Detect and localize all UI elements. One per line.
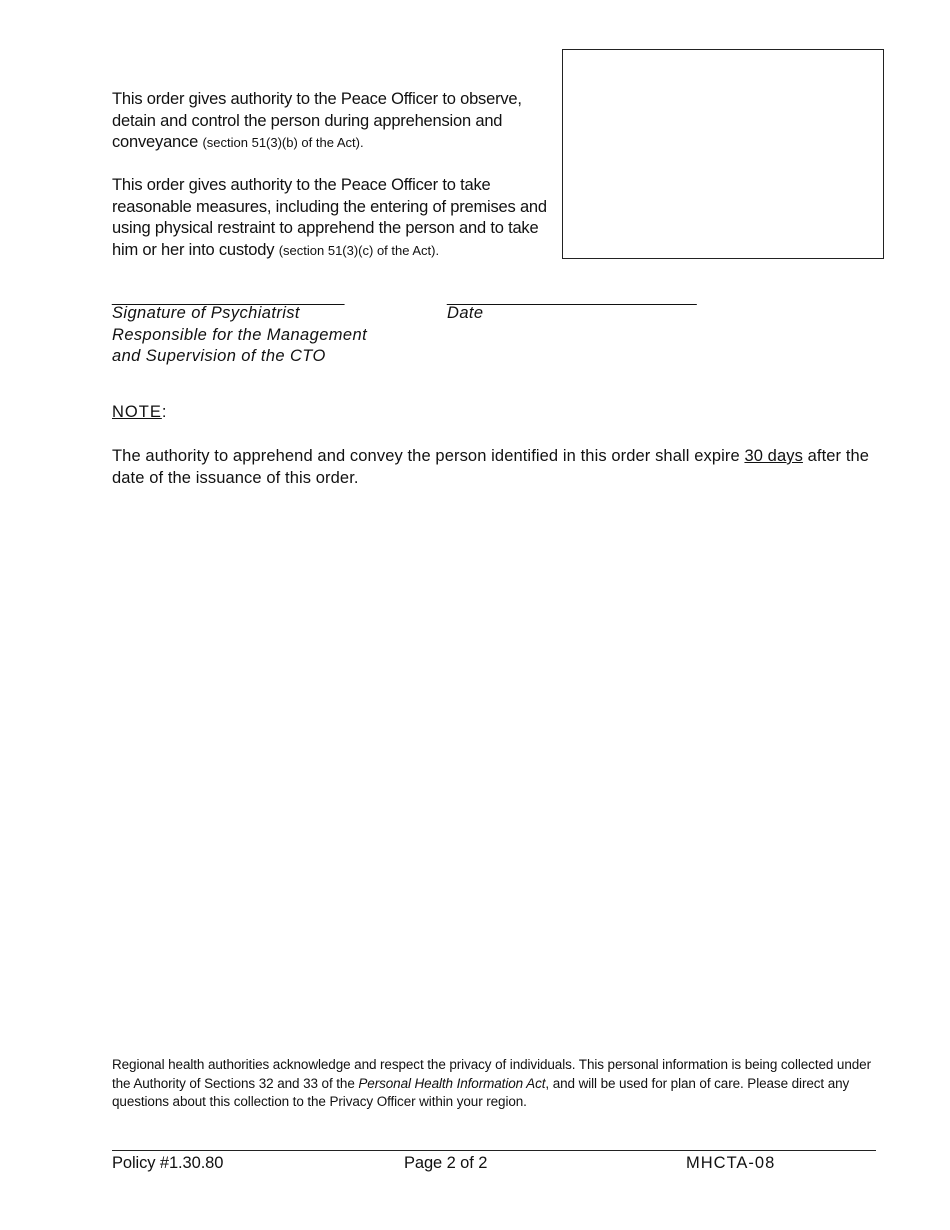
privacy-act-name: Personal Health Information Act bbox=[358, 1075, 546, 1091]
note-heading bbox=[112, 403, 167, 422]
footer-divider bbox=[112, 1150, 876, 1151]
authority-apprehend-paragraph bbox=[112, 175, 552, 261]
note-heading-label: NOTE bbox=[112, 403, 162, 421]
footer-policy-number: Policy #1.30.80 bbox=[112, 1154, 224, 1172]
privacy-notice bbox=[112, 1056, 872, 1112]
footer-page-number: Page 2 of 2 bbox=[404, 1154, 488, 1172]
note-text-after: after the date of the issuance of this order. bbox=[112, 447, 870, 487]
authority-apprehend-text: This order gives authority to the Peace Officer to take reasonable measures, including the entering of premises and using physical restraint to apprehend the person and to take him or her into custody bbox=[112, 176, 547, 259]
note-body bbox=[112, 446, 872, 489]
date-signature-line[interactable]: _____________________________ bbox=[447, 289, 697, 306]
privacy-text-before: Regional health authorities acknowledge and respect the privacy of individuals. This personal information is being collected under the Authority of Sections 32 and 33 of the bbox=[112, 1057, 871, 1091]
note-expiry-period: 30 days bbox=[744, 447, 803, 465]
note-heading-colon: : bbox=[161, 403, 168, 421]
authority-observe-text: This order gives authority to the Peace Officer to observe, detain and control the person during apprehension and conveyance bbox=[112, 90, 522, 151]
authority-observe-paragraph bbox=[112, 89, 552, 154]
psychiatrist-signature-line[interactable]: ___________________________ bbox=[112, 289, 345, 306]
privacy-text-after: , and will be used for plan of care. Please direct any questions about this collection to the Privacy Officer within your region. bbox=[112, 1075, 850, 1109]
psychiatrist-caption-line-2: Responsible for the Management bbox=[112, 325, 368, 344]
footer-form-id: MHCTA-08 bbox=[686, 1154, 776, 1172]
note-text-before: The authority to apprehend and convey the person identified in this order shall expire bbox=[112, 447, 740, 465]
stamp-box[interactable] bbox=[562, 49, 884, 259]
date-caption: Date bbox=[447, 304, 484, 322]
authority-apprehend-reference: (section 51(3)(c) of the Act). bbox=[278, 242, 440, 258]
authority-observe-reference: (section 51(3)(b) of the Act). bbox=[202, 135, 364, 150]
psychiatrist-caption-line-3: and Supervision of the CTO bbox=[112, 347, 326, 365]
psychiatrist-signature-caption bbox=[112, 303, 412, 368]
psychiatrist-caption-line-1: Signature of Psychiatrist bbox=[112, 304, 300, 322]
